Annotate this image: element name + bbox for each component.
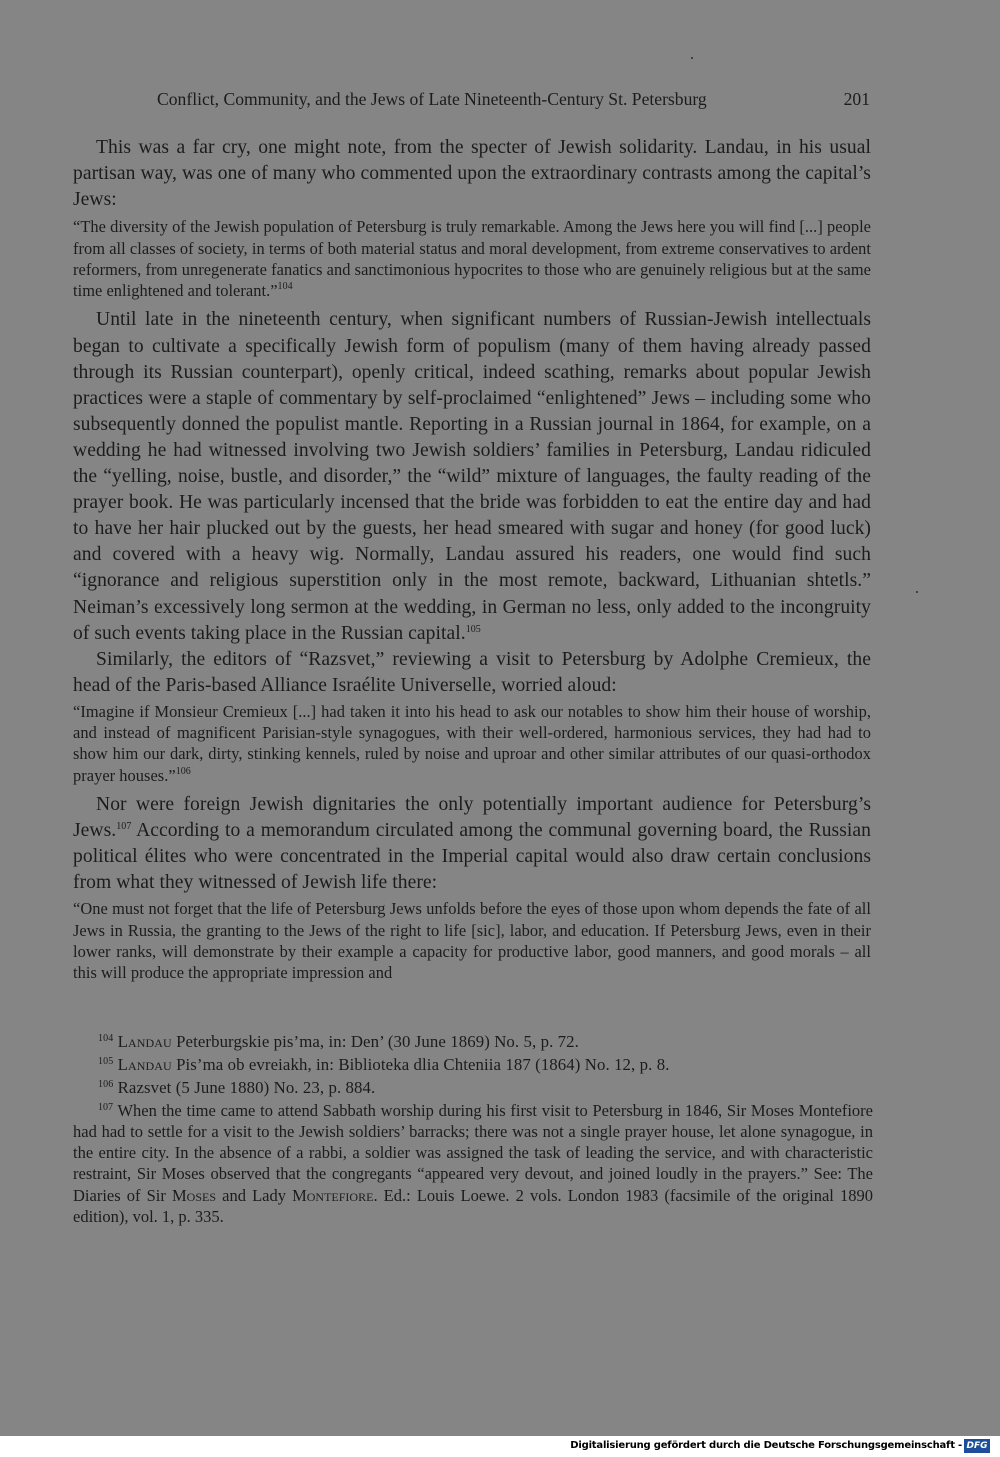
paragraph-text: Nor were foreign Jewish dignitaries the only potentially important audience for Petersburg’s Jews. bbox=[73, 794, 871, 842]
paragraph-text: Until late in the nineteenth century, when significant numbers of Russian-Jewish intellectuals began to cultivate a specifically Jewish form of populism (many of them having already passed through its Russian counterpart), openly critical, indeed scathing, remarks about popular Jewish practices were a staple of commentary by self-proclaimed “enlightened” Jews – including some who subsequently donned the populist mantle. Reporting in a Russian journal in 1864, for example, on a wedding he had witnessed involving two Jewish soldiers’ families in Petersburg, Landau ridiculed the “yelling, noise, bustle, and disorder,” the “wild” mixture of languages, the faulty reading of the prayer book. He was particularly incensed that the bride was forbidden to eat the entire day and had to have her hair plucked out by the guests, her head smeared with sugar and honey (for good luck) and covered with a heavy wig. Normally, Landau assured his readers, one would find such “ignorance and religious superstition only in the most remote, backward, Lithuanian shtetls.” Neiman’s excessively long sermon at the wedding, in German no less, only added to the incongruity of such events taking place in the Russian capital. bbox=[73, 309, 871, 644]
quote-text: “Imagine if Monsieur Cremieux [...] had taken it into his head to ask our notables to show him their house of worship, and instead of magnificent Parisian-style synagogues, with their well-ordered, harmonious services, they had had to show him our dark, dirty, stinking kennels, ruled by noise and uproar and other similar attributes of our quasi-orthodox prayer houses.” bbox=[73, 701, 871, 785]
footnote-text: When the time came to attend Sabbath worship during his first visit to Petersburg in 1846, Sir Moses Montefiore had had to settle for a visit to the Jewish soldiers’ barracks; there was not a single prayer house, let alone synagogue, in the entire city. In the absence of a rabbi, a soldier was assigned the task of leading the service, and with characteristic restraint, Sir Moses observed that the congregants “appeared very devout, and joined loudly in the prayers.” See: The Diaries of Sir bbox=[73, 1100, 873, 1205]
block-quote-2 bbox=[73, 701, 871, 786]
footnote-107 bbox=[73, 1100, 873, 1227]
footnotes bbox=[73, 1031, 873, 1227]
footnote-number: 106 bbox=[98, 1078, 114, 1090]
running-header bbox=[157, 86, 870, 112]
footnote-text-end: . Ed.: Louis Loewe. 2 vols. London 1983 (facsimile of the original 1890 edition), vol. 1, p. 335. bbox=[73, 1185, 873, 1226]
paragraph-2 bbox=[73, 307, 871, 646]
footnote-name-moses: Moses bbox=[172, 1185, 217, 1205]
page-number: 201 bbox=[843, 89, 870, 109]
digitization-footer bbox=[0, 1436, 1000, 1457]
paragraph-3: Similarly, the editors of “Razsvet,” reviewing a visit to Petersburg by Adolphe Cremieux, the head of the Paris-based Alliance Israélite Universelle, worried aloud: bbox=[73, 648, 871, 696]
footnote-name-montefiore: Montefiore bbox=[292, 1185, 374, 1205]
main-text bbox=[73, 135, 871, 990]
footnote-104 bbox=[73, 1031, 873, 1054]
footnote-106 bbox=[73, 1077, 873, 1100]
footnote-number: 107 bbox=[98, 1101, 113, 1113]
scan-speck bbox=[916, 591, 918, 593]
scan-speck bbox=[691, 57, 693, 59]
footnote-author: Landau bbox=[117, 1054, 172, 1074]
paragraph-text-cont: According to a memorandum circulated among the communal governing board, the Russian political élites who were concentrated in the Imperial capital would also draw certain conclusions from what they witnessed of Jewish life there: bbox=[73, 820, 871, 894]
running-title: Conflict, Community, and the Jews of Late Nineteenth-Century St. Petersburg bbox=[157, 89, 707, 109]
block-quote-3: “One must not forget that the life of Petersburg Jews unfolds before the eyes of those upon whom depends the fate of all Jews in Russia, the granting to the Jews of the right to life [sic], labor, and education. If Petersburg Jews, even in their lower ranks, will demonstrate by their example a capacity for productive labor, good manners, and good morals – all this will produce the appropriate impression and bbox=[73, 899, 871, 983]
paragraph-4 bbox=[73, 792, 871, 896]
footnote-ref-104: 104 bbox=[277, 281, 293, 293]
paragraph-1: This was a far cry, one might note, from the specter of Jewish solidarity. Landau, in his usual partisan way, was one of many who commented upon the extraordinary contrasts among the capital’s Jews: bbox=[73, 137, 871, 211]
footnote-text: Peterburgskie pis’ma, in: Den’ (30 June 1869) No. 5, p. 72. bbox=[171, 1032, 579, 1051]
footnote-ref-106: 106 bbox=[175, 765, 191, 777]
footnote-text-cont: and Lady bbox=[216, 1185, 293, 1205]
block-quote-1 bbox=[73, 216, 871, 301]
footnote-number: 105 bbox=[98, 1055, 114, 1067]
footnote-ref-105: 105 bbox=[465, 623, 481, 635]
footnote-number: 104 bbox=[98, 1033, 114, 1044]
footnote-text: Pis’ma ob evreiakh, in: Biblioteka dlia Chteniia 187 (1864) No. 12, p. 8. bbox=[171, 1054, 670, 1074]
dfg-logo: DFG bbox=[964, 1439, 990, 1453]
footnote-author: Landau bbox=[117, 1032, 172, 1051]
footnote-ref-107: 107 bbox=[116, 821, 132, 833]
funding-credit: Digitalisierung gefördert durch die Deutsche Forschungsgemeinschaft - bbox=[570, 1440, 962, 1451]
footnote-105 bbox=[73, 1054, 873, 1077]
footnote-text: Razsvet (5 June 1880) No. 23, p. 884. bbox=[113, 1077, 376, 1097]
quote-text: “The diversity of the Jewish population of Petersburg is truly remarkable. Among the Jews here you will find [...] people from all classes of society, in terms of both material status and moral development, from extreme conservatives to ardent reformers, from unregenerate fanatics and sanctimonious hypocrites to those who are genuinely religious but at the same time enlightened and tolerant.” bbox=[73, 217, 871, 301]
